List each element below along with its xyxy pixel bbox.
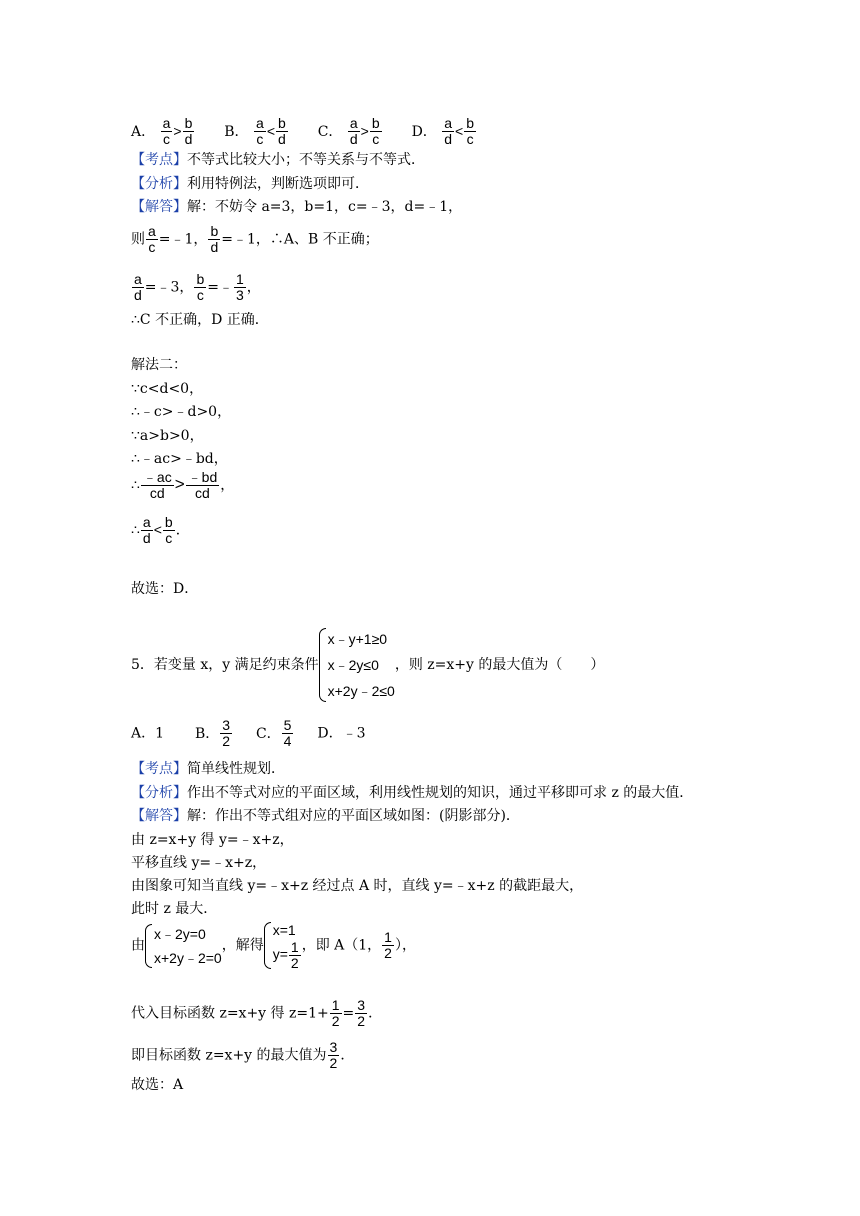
method-two-line: ∵a>b>0，: [131, 428, 204, 444]
q4-kaodian: 【考点】不等式比较大小；不等关系与不等式．: [131, 152, 425, 168]
q5-step: 平移直线 y=﹣x+z，: [131, 855, 267, 871]
fraction: $\frac{1}{2}$: [384, 929, 392, 961]
fraction: $\frac{b}{d}$: [278, 115, 286, 147]
fraction: $\frac{b}{c}$: [196, 271, 205, 303]
fraction: $\frac{a}{c}$: [148, 223, 156, 255]
method-two-line: ∴ $\frac{a}{d}$ < $\frac{b}{c}$ ．: [131, 514, 190, 546]
jieda-tag: 【解答】: [131, 808, 187, 824]
method-two-line: ∵c<d<0，: [131, 381, 204, 397]
q5-option-d: D．﹣3: [317, 725, 366, 742]
q5-kaodian: 【考点】简单线性规划．: [131, 761, 285, 777]
q5-step: 由 z=x+y 得 y=﹣x+z，: [131, 832, 294, 848]
fraction: $\frac{b}{c}$: [466, 115, 475, 147]
q5-jieda: 【解答】解：作出不等式组对应的平面区域如图：(阴影部分)．: [131, 808, 520, 824]
q5-answer: 故选：A: [131, 1077, 184, 1093]
fraction: $\frac{a}{c}$: [162, 115, 171, 147]
q5-step: 由图象可知当直线 y=﹣x+z 经过点 A 时，直线 y=﹣x+z 的截距最大，: [131, 878, 584, 894]
q4-step-1: 则 $\frac{a}{c}$ =﹣1， $\frac{b}{d}$ =﹣1，∴A、B 不正确；: [131, 223, 379, 255]
fraction: $\frac{b}{c}$: [371, 115, 380, 147]
q4-option-d: D． $\frac{a}{d}$ < $\frac{b}{c}$: [411, 115, 475, 147]
q4-option-c: C． $\frac{a}{d}$ > $\frac{b}{c}$: [317, 115, 380, 147]
solution-system: x=1 y= $\frac{1}{2}$: [264, 920, 302, 971]
q4-jieda: 【解答】解：不妨令 a=3，b=1，c=﹣3，d=﹣1，: [131, 199, 463, 215]
constraint-system: x﹣y+1≥0 x﹣2y≤0 x+2y﹣2≤0: [319, 626, 395, 704]
fraction: $\frac{3}{2}$: [357, 997, 366, 1029]
fraction: $\frac{5}{4}$: [283, 717, 292, 749]
q5-step: 此时 z 最大．: [131, 901, 218, 917]
q4-fenxi: 【分析】利用特例法，判断选项即可．: [131, 176, 369, 192]
fraction: $\frac{b}{c}$: [164, 514, 173, 546]
kaodian-tag: 【考点】: [131, 152, 187, 168]
method-two-line: ∴﹣c>﹣d>0，: [131, 404, 232, 420]
fraction: $\frac{a}{d}$: [349, 115, 358, 147]
q4-answer: 故选：D．: [131, 581, 199, 597]
q4-options: [131, 116, 477, 147]
fenxi-tag: 【分析】: [131, 785, 187, 801]
fraction: $\frac{a}{c}$: [256, 115, 264, 147]
method-two-line: ∴ $\frac{﹣ac}{cd}$ > $\frac{﹣bd}{cd}$ ，: [131, 469, 235, 501]
fraction: $\frac{1}{2}$: [331, 997, 340, 1029]
q5-system-line: 由 x﹣2y=0 x+2y﹣2=0 ，解得 x=1 y= $\frac{1}{2}$ ，即 A（1， $\frac{1}{2}$ ），: [131, 922, 416, 971]
fraction: $\frac{a}{d}$: [444, 115, 453, 147]
q4-option-b: B． $\frac{a}{c}$ < $\frac{b}{d}$: [224, 115, 286, 147]
q5-max-line: 即目标函数 z=x+y 的最大值为 $\frac{3}{2}$ ．: [131, 1039, 355, 1071]
fraction: $\frac{a}{d}$: [142, 514, 151, 546]
q4-option-a: A． $\frac{a}{c}$ > $\frac{b}{d}$: [131, 115, 193, 147]
q5-option-b: B． $\frac{3}{2}$: [194, 717, 231, 749]
fraction: $\frac{b}{d}$: [210, 223, 219, 255]
q5-stem: 5．若变量 x，y 满足约束条件 x﹣y+1≥0 x﹣2y≤0 x+2y﹣2≤0 ，则 z=x+y 的最大值为（ ）: [131, 626, 604, 704]
fraction: $\frac{﹣bd}{cd}$: [187, 469, 218, 501]
q5-substitute-line: 代入目标函数 z=x+y 得 z=1+ $\frac{1}{2}$ = $\frac{3}{2}$ ．: [131, 997, 383, 1029]
method-two-line: ∴﹣ac>﹣bd，: [131, 451, 228, 467]
fraction: $\frac{3}{2}$: [329, 1039, 338, 1071]
fraction: $\frac{3}{2}$: [222, 717, 231, 749]
q5-options: [131, 718, 366, 749]
fraction: $\frac{1}{3}$: [235, 271, 244, 303]
jieda-tag: 【解答】: [131, 199, 187, 215]
fraction: $\frac{﹣ac}{cd}$: [142, 469, 172, 501]
q5-option-a: A．1: [131, 725, 165, 742]
fenxi-tag: 【分析】: [131, 176, 187, 192]
q4-step-3: ∴C 不正确，D 正确．: [131, 312, 269, 328]
fraction: $\frac{a}{d}$: [134, 271, 142, 303]
fraction: $\frac{b}{d}$: [184, 115, 193, 147]
method-two-title: 解法二：: [131, 357, 187, 373]
q5-fenxi: 【分析】作出不等式对应的平面区域，利用线性规划的知识，通过平移即可求 z 的最大值．: [131, 785, 694, 801]
q4-step-2: $\frac{a}{d}$ =﹣3， $\frac{b}{c}$ =﹣ $\frac{1}{3}$ ，: [134, 271, 261, 303]
equation-system: x﹣2y=0 x+2y﹣2=0: [145, 922, 222, 970]
fraction: $\frac{1}{2}$: [290, 939, 299, 971]
q5-option-c: C． $\frac{5}{4}$: [255, 717, 292, 749]
kaodian-tag: 【考点】: [131, 761, 187, 777]
